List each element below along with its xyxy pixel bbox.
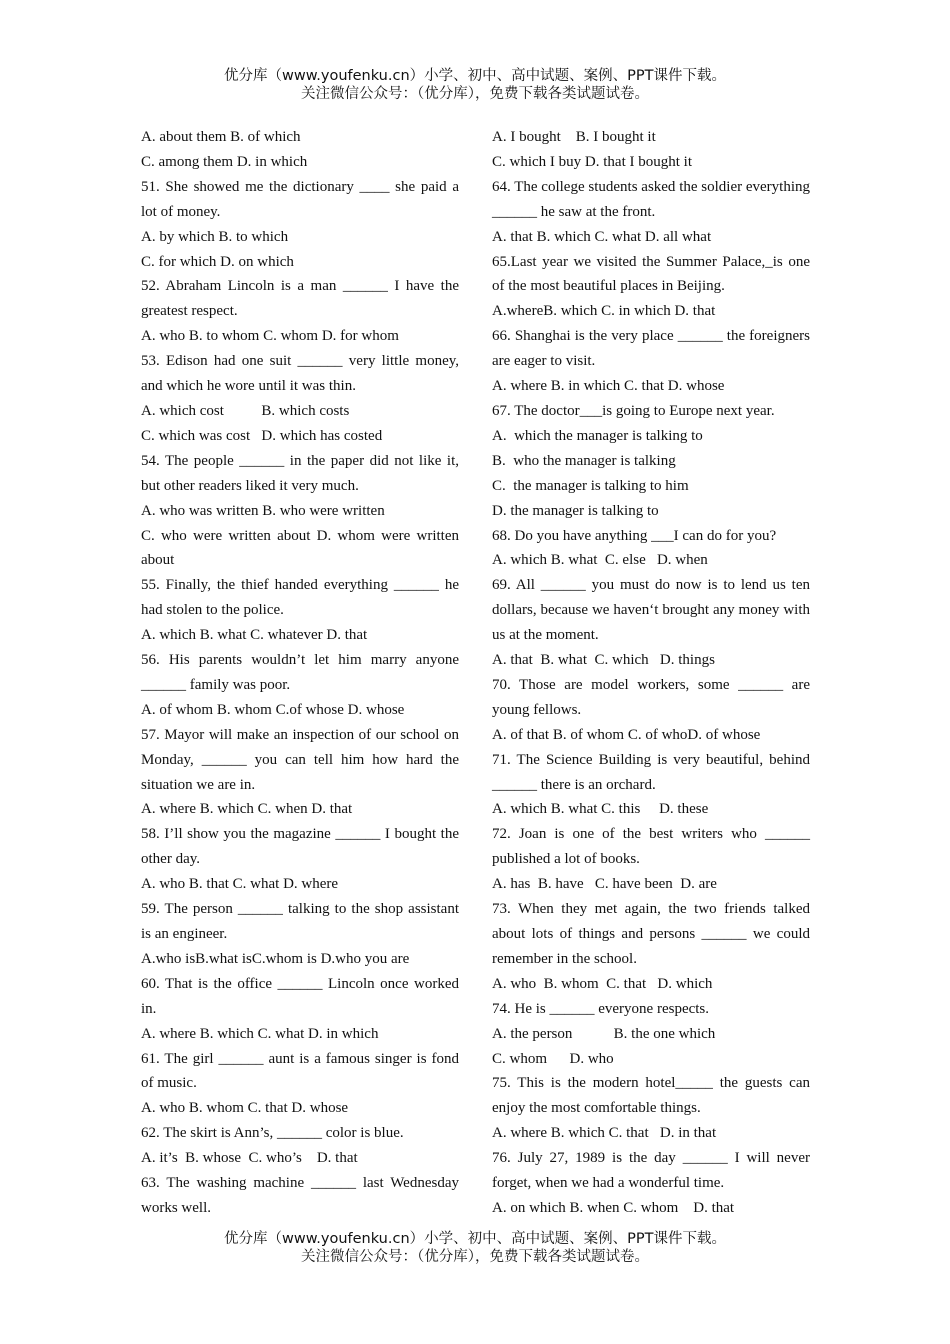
option-line: A.whereB. which C. in which D. that: [492, 303, 716, 320]
option-line: A. which B. what C. this D. these: [492, 801, 709, 818]
question-57: 57. Mayor will make an inspection of our school on Monday, ______ you can tell him how hard the situation we are in.: [141, 726, 459, 793]
option-line: C. which I buy D. that I bought it: [492, 153, 692, 170]
option-line: A. where B. which C. when D. that: [141, 801, 353, 818]
option-line: A. I bought B. I bought it: [492, 129, 656, 145]
option-line: A. it’s B. whose C. who’s D. that: [141, 1150, 358, 1167]
right-column: [492, 125, 810, 1221]
question-72: 72. Joan is one of the best writers who ______ published a lot of books.: [492, 826, 810, 868]
question-70: 70. Those are model workers, some ______ are young fellows.: [492, 676, 810, 718]
option-line: A. who B. whom C. that D. whose: [141, 1100, 349, 1117]
option-line: C. whom D. who: [492, 1050, 614, 1067]
left-column: [141, 125, 459, 1221]
question-63: 63. The washing machine ______ last Wednesday works well.: [141, 1175, 459, 1216]
question-56: 56. His parents wouldn’t let him marry anyone ______ family was poor.: [141, 652, 459, 693]
option-line: A. by which B. to which: [141, 228, 289, 245]
question-69: 69. All ______ you must do now is to lend us ten dollars, because we haven‘t brought any money with us at the moment.: [492, 577, 810, 644]
question-67: 67. The doctor___is going to Europe next year.: [492, 402, 775, 419]
question-51: 51. She showed me the dictionary ____ she paid a lot of money.: [141, 178, 459, 220]
question-61: 61. The girl ______ aunt is a famous singer is fond of music.: [141, 1050, 459, 1092]
question-58: 58. I’ll show you the magazine ______ I bought the other day.: [141, 826, 459, 868]
question-76: 76. July 27, 1989 is the day ______ I will never forget, when we had a wonderful time.: [492, 1150, 810, 1192]
option-line: D. the manager is talking to: [492, 502, 659, 519]
option-line: A. where B. in which C. that D. whose: [492, 378, 725, 395]
option-line: C. who were written about D. whom were written about: [141, 527, 459, 569]
question-59: 59. The person ______ talking to the shop assistant is an engineer.: [141, 901, 459, 942]
header-line-1: 优分库（www.youfenku.cn）小学、初中、高中试题、案例、PPT课件下载。: [224, 68, 726, 84]
option-line: A. where B. which C. that D. in that: [492, 1125, 717, 1142]
option-line: A. who was written B. who were written: [141, 502, 385, 519]
footer-line-1: 优分库（www.youfenku.cn）小学、初中、高中试题、案例、PPT课件下载。: [224, 1231, 726, 1247]
question-60: 60. That is the office ______ Lincoln once worked in.: [141, 975, 459, 1017]
question-62: 62. The skirt is Ann’s, ______ color is blue.: [141, 1125, 404, 1142]
option-line: A. which the manager is talking to: [492, 427, 703, 444]
question-52: 52. Abraham Lincoln is a man ______ I have the greatest respect.: [141, 278, 459, 320]
option-line: A. who B. to whom C. whom D. for whom: [141, 328, 399, 345]
page-footer: [0, 1230, 950, 1266]
option-line: A. of whom B. whom C.of whose D. whose: [141, 701, 405, 718]
option-line: A. which B. what C. else D. when: [492, 552, 708, 569]
option-line: A. has B. have C. have been D. are: [492, 876, 717, 893]
question-53: 53. Edison had one suit ______ very little money, and which he wore until it was thin.: [141, 353, 459, 395]
option-line: A. the person B. the one which: [492, 1025, 716, 1042]
option-line: A. about them B. of which: [141, 129, 301, 145]
option-line: B. who the manager is talking: [492, 452, 676, 469]
question-75: 75. This is the modern hotel_____ the guests can enjoy the most comfortable things.: [492, 1075, 810, 1117]
option-line: A. who B. that C. what D. where: [141, 876, 339, 893]
question-71: 71. The Science Building is very beautiful, behind ______ there is an orchard.: [492, 751, 810, 793]
question-66: 66. Shanghai is the very place ______ the foreigners are eager to visit.: [492, 328, 810, 370]
question-65: 65.Last year we visited the Summer Palace,_is one of the most beautiful places in Beijing.: [492, 253, 810, 295]
page-header: [0, 67, 950, 103]
question-64: 64. The college students asked the soldier everything ______ he saw at the front.: [492, 178, 810, 220]
question-54: 54. The people ______ in the paper did not like it, but other readers liked it very much.: [141, 452, 459, 494]
option-line: A. on which B. when C. whom D. that: [492, 1199, 735, 1216]
option-line: C. for which D. on which: [141, 253, 294, 270]
question-55: 55. Finally, the thief handed everything ______ he had stolen to the police.: [141, 577, 459, 619]
option-line: A. which cost B. which costs: [141, 402, 350, 419]
option-line: C. which was cost D. which has costed: [141, 427, 383, 444]
question-73: 73. When they met again, the two friends talked about lots of things and persons ______ we could remember in the school.: [492, 901, 810, 967]
option-line: A. where B. which C. what D. in which: [141, 1025, 379, 1042]
question-68: 68. Do you have anything ___I can do for you?: [492, 527, 777, 544]
option-line: A. that B. which C. what D. all what: [492, 228, 712, 245]
option-line: C. among them D. in which: [141, 153, 308, 170]
header-line-2: 关注微信公众号：（优分库），免费下载各类试题试卷。: [301, 86, 649, 102]
option-line: A. that B. what C. which D. things: [492, 652, 715, 669]
option-line: A. of that B. of whom C. of whoD. of whose: [492, 726, 761, 743]
option-line: A. which B. what C. whatever D. that: [141, 627, 368, 644]
option-line: A. who B. whom C. that D. which: [492, 975, 713, 992]
question-74: 74. He is ______ everyone respects.: [492, 1000, 710, 1017]
footer-line-2: 关注微信公众号：（优分库），免费下载各类试题试卷。: [301, 1249, 649, 1265]
option-line: A.who isB.what isC.whom is D.who you are: [141, 950, 410, 967]
option-line: C. the manager is talking to him: [492, 477, 689, 494]
